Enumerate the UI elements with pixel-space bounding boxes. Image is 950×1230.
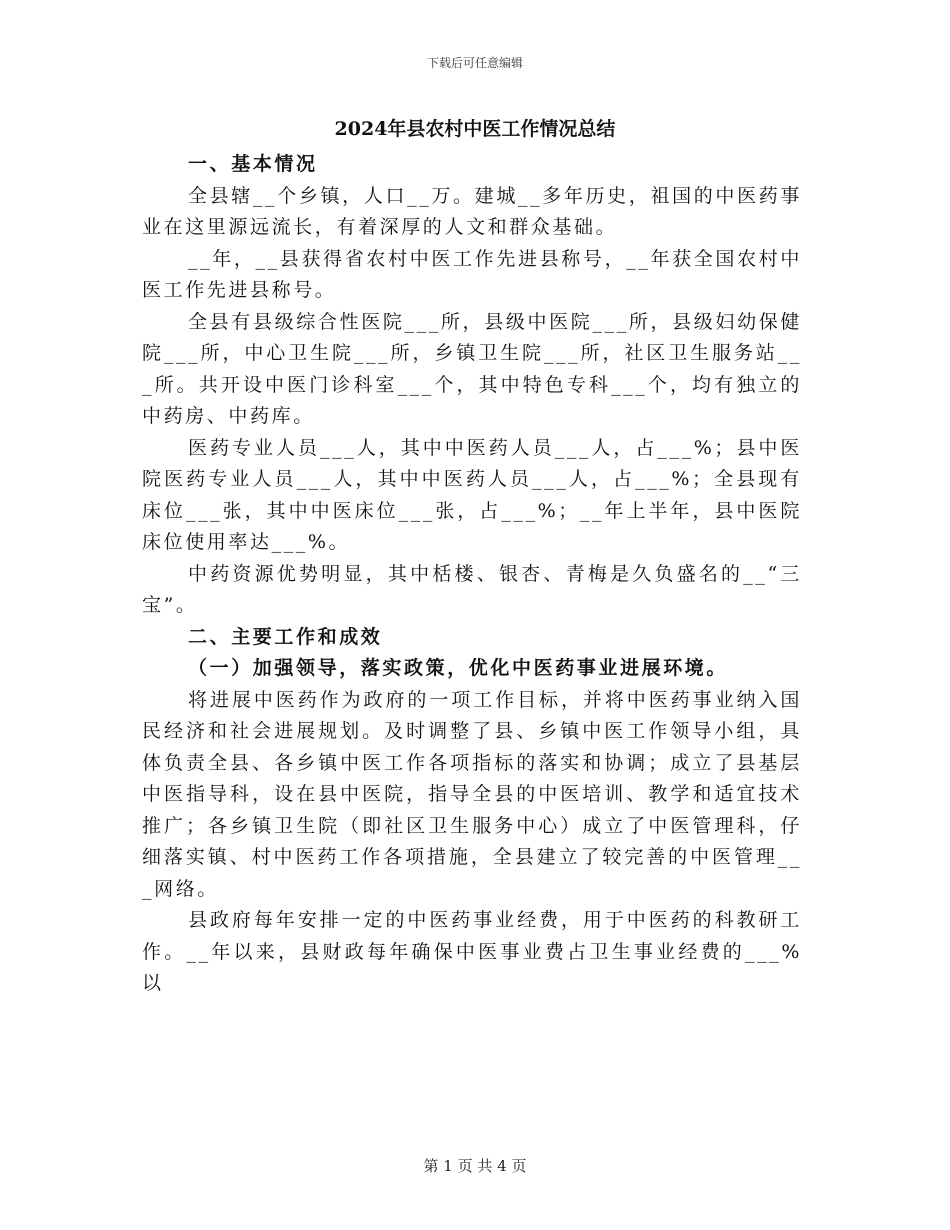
section-heading-basic-info: 一、基本情况 [188, 153, 318, 175]
subsection-heading-leadership: （一）加强领导，落实政策，优化中医药事业进展环境。 [188, 657, 729, 679]
page-number: 第 1 页 共 4 页 [423, 1157, 527, 1175]
document-body [142, 149, 802, 1000]
paragraph: 全县辖__个乡镇，人口__万。建城__多年历史，祖国的中医药事业在这里源远流长，有着深厚的人文和群众基础。 [142, 184, 802, 238]
paragraph: 县政府每年安排一定的中医药事业经费，用于中医药的科教研工作。__年以来，县财政每年确保中医事业费占卫生事业经费的___%以 [142, 909, 802, 994]
paragraph: __年，__县获得省农村中医工作先进县称号，__年获全国农村中医工作先进县称号。 [142, 247, 802, 301]
paragraph: 中药资源优势明显，其中栝楼、银杏、青梅是久负盛名的__“三宝”。 [142, 562, 802, 616]
paragraph: 将进展中医药作为政府的一项工作目标，并将中医药事业纳入国民经济和社会进展规划。及时调整了县、乡镇中医工作领导小组，具体负责全县、各乡镇中医工作各项指标的落实和协调；成立了县基层中医指导科，设在县中医院，指导全县的中医培训、教学和适宜技术推广；各乡镇卫生院（即社区卫生服务中心）成立了中医管理科，仔细落实镇、村中医药工作各项措施，全县建立了较完善的中医管理___网络。 [142, 688, 802, 900]
paragraph: 医药专业人员___人，其中中医药人员___人，占___%；县中医院医药专业人员___人，其中中医药人员___人，占___%；全县现有床位___张，其中中医床位___张，占___%；__年上半年，县中医院床位使用率达___%。 [142, 436, 802, 553]
page-header: 下载后可任意编辑 [426, 56, 523, 70]
document-title: 2024年县农村中医工作情况总结 [334, 118, 616, 140]
section-heading-main-work: 二、主要工作和成效 [188, 625, 383, 648]
paragraph: 全县有县级综合性医院___所，县级中医院___所，县级妇幼保健院___所，中心卫生院___所，乡镇卫生院___所，社区卫生服务站___所。共开设中医门诊科室___个，其中特色专科___个，均有独立的中药房、中药库。 [142, 310, 802, 427]
